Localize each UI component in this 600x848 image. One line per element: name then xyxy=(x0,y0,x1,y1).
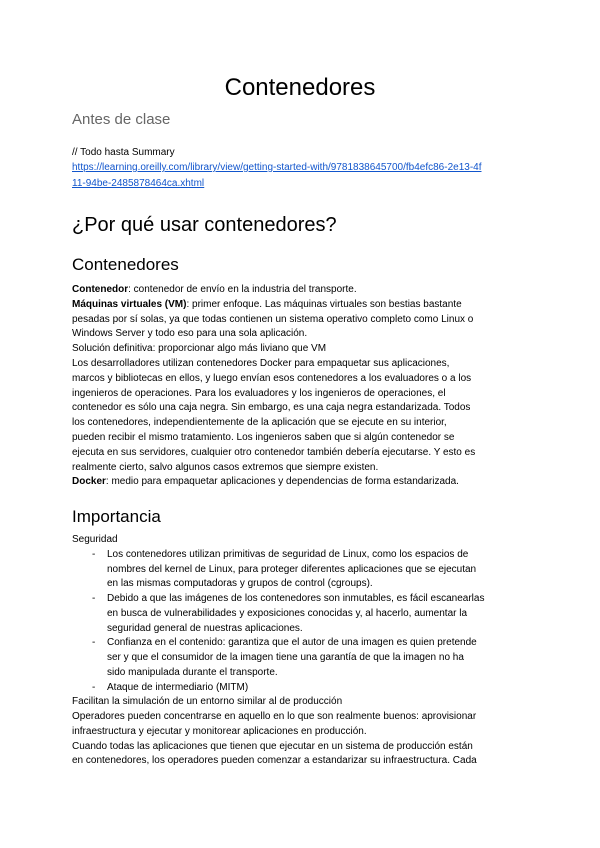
source-link-line-2[interactable]: 11-94be-2485878464ca.xhtml xyxy=(72,177,205,189)
bullet-line: sido manipulada durante el transporte. xyxy=(107,666,278,678)
definition-text: : medio para empaquetar aplicaciones y dependencias de forma estandarizada. xyxy=(105,476,459,488)
paragraph-line: realmente cierto, salvo algunos casos extremos que siempre existen. xyxy=(72,461,379,473)
bullet-line: seguridad general de nuestras aplicaciones. xyxy=(107,622,303,634)
security-label: Seguridad xyxy=(72,534,118,545)
paragraph-line: ingenieros de operaciones. Para los evaluadores y los ingenieros de operaciones, el xyxy=(72,387,446,399)
term-docker: Docker xyxy=(72,476,106,488)
bullet-marker: - xyxy=(92,637,96,649)
definition-contenedor xyxy=(72,283,475,298)
paragraph-line: los contenedores, independientemente de la aplicación que se ejecute en su interior, xyxy=(72,417,447,429)
paragraph-line: Cuando todas las aplicaciones que tienen que ejecutar en un sistema de producción están xyxy=(72,740,473,752)
bullet-line: nombres del kernel de Linux, para proteger diferentes aplicaciones que se ejecutan xyxy=(107,563,477,575)
bullet-line: ser y que el consumidor de la imagen tiene una garantía de que la imagen no ha xyxy=(107,652,464,663)
heading-contenedores: Contenedores xyxy=(72,255,179,274)
bullet-marker: - xyxy=(92,548,96,560)
heading-why-containers: ¿Por qué usar contenedores? xyxy=(72,214,337,236)
bullet-item-mitm xyxy=(72,681,484,696)
source-link-line-1[interactable]: https://learning.oreilly.com/library/view/getting-started-with/9781838645700/fb4efc86-2e13-4f xyxy=(72,162,482,173)
bullet-item-linux-primitives xyxy=(72,548,484,592)
bullet-item-content-trust xyxy=(72,636,484,680)
term-contenedor: Contenedor xyxy=(72,284,129,295)
definition-text: : primer enfoque. Las máquinas virtuales son bestias bastante xyxy=(186,298,462,310)
bullet-line: en busca de vulnerabilidades y exposiciones conocidas y, al hacerlo, aumentar la xyxy=(107,607,468,619)
paragraph-line: Windows Server y todo eso para una sola aplicación. xyxy=(72,328,308,340)
bullet-marker: - xyxy=(92,593,96,604)
paragraph-line: marcos y bibliotecas en ellos, y luego envían esos contenedores a los evaluadores o a los xyxy=(72,372,472,384)
bullet-line: Ataque de intermediario (MITM) xyxy=(107,681,249,693)
bullet-line: Debido a que las imágenes de los contenedores son inmutables, es fácil escanearlas xyxy=(107,593,485,604)
definition-vm xyxy=(72,298,475,313)
section-contenedores-body xyxy=(72,283,475,490)
paragraph-line: en contenedores, los operadores pueden comenzar a estandarizar su infraestructura. Cada xyxy=(72,755,477,767)
simulation-line: Facilitan la simulación de un entorno similar al de producción xyxy=(72,696,343,708)
document-title: Contenedores xyxy=(224,74,376,101)
definition-text: : contenedor de envío en la industria del transporte. xyxy=(128,284,357,295)
section-importancia-body xyxy=(72,533,484,769)
paragraph-line: contenedor es sólo una caja negra. Sin embargo, es una caja negra estandarizada. Todos xyxy=(72,402,471,414)
paragraph-line: pueden recibir el mismo tratamiento. Los ingenieros saben que si algún contenedor se xyxy=(72,431,455,443)
todo-note: // Todo hasta Summary xyxy=(72,147,175,158)
paragraph-line: Los desarrolladores utilizan contenedores Docker para empaquetar sus aplicaciones, xyxy=(72,357,450,369)
definition-docker xyxy=(72,475,475,490)
bullet-marker: - xyxy=(92,681,96,693)
bullet-item-immutable-images xyxy=(72,592,484,636)
bullet-line: Confianza en el contenido: garantiza que el autor de una imagen es quien pretende xyxy=(107,637,477,649)
paragraph-line: Operadores pueden concentrarse en aquello en lo que son realmente buenos: aprovisionar xyxy=(72,711,477,722)
solution-line: Solución definitiva: proporcionar algo más liviano que VM xyxy=(72,343,327,355)
bullet-line: en las mismas computadoras y grupos de control (cgroups). xyxy=(107,578,373,590)
paragraph-line: infraestructura y ejecutar y monitorear aplicaciones en producción. xyxy=(72,725,367,737)
source-link[interactable] xyxy=(72,160,482,191)
bullet-line: Los contenedores utilizan primitivas de seguridad de Linux, como los espacios de xyxy=(107,548,469,560)
paragraph-line: ejecuta en sus servidores, cualquier otro contenedor también debería ejecutarse. Y esto es xyxy=(72,446,476,458)
paragraph-line: pesadas por sí solas, ya que todas contienen un sistema operativo completo como Linux o xyxy=(72,313,474,325)
document-subtitle: Antes de clase xyxy=(72,111,171,128)
term-vm: Máquinas virtuales (VM) xyxy=(72,298,187,310)
heading-importancia: Importancia xyxy=(72,507,161,526)
